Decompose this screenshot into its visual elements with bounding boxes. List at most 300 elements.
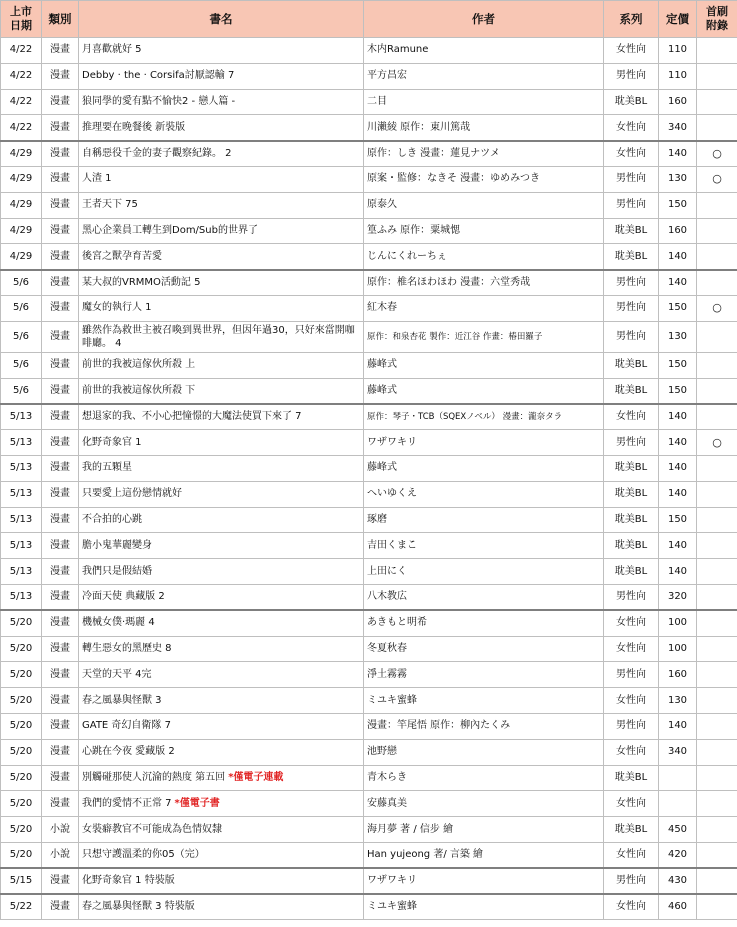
first-print-bonus-cell [697, 817, 737, 843]
title-cell [79, 115, 364, 141]
table-row [1, 791, 737, 817]
book-title: 我們只是假結婚 [82, 565, 152, 577]
header-author: 作者 [364, 1, 604, 38]
author-cell: 八木教広 [364, 584, 604, 610]
book-title: 某大叔的VRMMO活動記 5 [82, 276, 201, 288]
category-cell: 漫畫 [42, 244, 79, 270]
author-cell: 原作：しき 漫畫：蓮見ナツメ [364, 141, 604, 167]
series-cell: 耽美BL [604, 559, 659, 585]
table-row [1, 352, 737, 378]
table-row [1, 455, 737, 481]
table-row [1, 559, 737, 585]
author-cell: 吉田くまこ [364, 533, 604, 559]
author-cell: 上田にく [364, 559, 604, 585]
book-title: Debby · the · Corsifa討厭認輸 7 [82, 70, 235, 82]
first-print-bonus-cell [697, 270, 737, 296]
author-cell: 海月夢 著 / 信步 繪 [364, 817, 604, 843]
author-cell: 原作：和泉杏花 製作：近江谷 作畫：椿田羅子 [364, 321, 604, 352]
series-cell: 男性向 [604, 166, 659, 192]
table-body [1, 38, 737, 920]
author-cell: 原作：琴子・TCB（SQEXノベル） 漫畫：瀧奈タラ [364, 404, 604, 430]
price-cell: 420 [659, 842, 697, 868]
book-title: 月喜歡就好 5 [82, 44, 142, 56]
author-cell: あきもと明希 [364, 610, 604, 636]
category-cell: 漫畫 [42, 38, 79, 64]
series-cell: 女性向 [604, 115, 659, 141]
author-cell: へいゆくえ [364, 481, 604, 507]
first-print-bonus-cell [697, 636, 737, 662]
release-date-cell: 5/20 [1, 739, 42, 765]
book-title: 天堂的天平 4完 [82, 668, 152, 680]
table-row [1, 89, 737, 115]
category-cell: 漫畫 [42, 218, 79, 244]
first-print-bonus-cell [697, 192, 737, 218]
category-cell: 漫畫 [42, 713, 79, 739]
title-cell [79, 321, 364, 352]
release-date-cell: 5/20 [1, 817, 42, 843]
release-date-cell: 5/13 [1, 533, 42, 559]
series-cell: 男性向 [604, 430, 659, 456]
category-cell: 漫畫 [42, 63, 79, 89]
book-title: 化野奇象官 1 特裝版 [82, 875, 175, 887]
price-cell: 110 [659, 63, 697, 89]
category-cell: 漫畫 [42, 662, 79, 688]
author-cell: 冬夏秋春 [364, 636, 604, 662]
first-print-bonus-cell [697, 662, 737, 688]
first-print-bonus-cell [697, 89, 737, 115]
title-cell [79, 141, 364, 167]
first-print-bonus-cell [697, 378, 737, 404]
price-cell: 340 [659, 115, 697, 141]
first-print-bonus-cell [697, 218, 737, 244]
first-print-bonus-cell [697, 404, 737, 430]
series-cell: 女性向 [604, 404, 659, 430]
title-cell [79, 507, 364, 533]
author-cell: ミユキ蜜蜂 [364, 894, 604, 920]
price-cell: 140 [659, 141, 697, 167]
price-cell: 340 [659, 739, 697, 765]
table-row [1, 894, 737, 920]
author-cell: ワザワキリ [364, 430, 604, 456]
category-cell: 漫畫 [42, 270, 79, 296]
price-cell: 320 [659, 584, 697, 610]
series-cell: 女性向 [604, 791, 659, 817]
table-row [1, 430, 737, 456]
category-cell: 漫畫 [42, 894, 79, 920]
category-cell: 漫畫 [42, 89, 79, 115]
release-date-cell: 5/13 [1, 404, 42, 430]
title-cell [79, 791, 364, 817]
table-row [1, 765, 737, 791]
table-row [1, 713, 737, 739]
author-cell: 安藤真美 [364, 791, 604, 817]
series-cell: 耽美BL [604, 378, 659, 404]
series-cell: 女性向 [604, 842, 659, 868]
author-cell: 二目 [364, 89, 604, 115]
table-row [1, 610, 737, 636]
title-cell [79, 455, 364, 481]
price-cell: 130 [659, 688, 697, 714]
series-cell: 男性向 [604, 713, 659, 739]
first-print-bonus-cell: ○ [697, 141, 737, 167]
book-title: 前世的我被這傢伙所殺 下 [82, 384, 196, 396]
author-cell: ワザワキリ [364, 868, 604, 894]
table-row [1, 817, 737, 843]
category-cell: 漫畫 [42, 404, 79, 430]
digital-only-note: *僅電子書 [174, 797, 220, 809]
series-cell: 男性向 [604, 321, 659, 352]
table-row [1, 378, 737, 404]
release-date-cell: 5/13 [1, 430, 42, 456]
series-cell: 女性向 [604, 636, 659, 662]
category-cell: 漫畫 [42, 430, 79, 456]
price-cell: 160 [659, 218, 697, 244]
first-print-bonus-cell [697, 713, 737, 739]
category-cell: 漫畫 [42, 378, 79, 404]
author-cell: 藤峰式 [364, 455, 604, 481]
price-cell: 130 [659, 321, 697, 352]
first-print-bonus-cell [697, 38, 737, 64]
first-print-bonus-cell [697, 688, 737, 714]
first-print-bonus-cell [697, 842, 737, 868]
series-cell: 耽美BL [604, 507, 659, 533]
author-cell: 原泰久 [364, 192, 604, 218]
digital-only-note: *僅電子連載 [228, 771, 284, 783]
release-date-cell: 5/20 [1, 713, 42, 739]
title-cell [79, 404, 364, 430]
title-cell [79, 63, 364, 89]
title-cell [79, 688, 364, 714]
release-date-cell: 5/13 [1, 507, 42, 533]
release-date-cell: 5/20 [1, 610, 42, 636]
category-cell: 漫畫 [42, 115, 79, 141]
release-date-cell: 4/29 [1, 166, 42, 192]
price-cell: 140 [659, 533, 697, 559]
book-title: 人渣 1 [82, 173, 112, 185]
series-cell: 女性向 [604, 739, 659, 765]
category-cell: 小說 [42, 817, 79, 843]
title-cell [79, 662, 364, 688]
price-cell: 140 [659, 404, 697, 430]
table-row [1, 166, 737, 192]
category-cell: 漫畫 [42, 739, 79, 765]
first-print-bonus-cell [697, 507, 737, 533]
price-cell: 430 [659, 868, 697, 894]
table-row [1, 218, 737, 244]
title-cell [79, 430, 364, 456]
title-cell [79, 894, 364, 920]
author-cell: 篁ふみ 原作：粟城愢 [364, 218, 604, 244]
title-cell [79, 842, 364, 868]
price-cell: 140 [659, 270, 697, 296]
category-cell: 小說 [42, 842, 79, 868]
header-bonus: 首刷 附錄 [697, 1, 737, 38]
release-date-cell: 5/13 [1, 584, 42, 610]
series-cell: 女性向 [604, 610, 659, 636]
first-print-bonus-cell [697, 739, 737, 765]
price-cell: 150 [659, 378, 697, 404]
price-cell [659, 765, 697, 791]
release-date-cell: 5/20 [1, 791, 42, 817]
book-title: GATE 奇幻自衛隊 7 [82, 720, 171, 732]
series-cell: 男性向 [604, 63, 659, 89]
first-print-bonus-cell [697, 791, 737, 817]
table-row [1, 481, 737, 507]
book-title: 前世的我被這傢伙所殺 上 [82, 359, 196, 371]
series-cell: 耽美BL [604, 89, 659, 115]
first-print-bonus-cell [697, 321, 737, 352]
author-cell: 淨土霧霧 [364, 662, 604, 688]
header-price: 定價 [659, 1, 697, 38]
first-print-bonus-cell: ○ [697, 166, 737, 192]
table-row [1, 662, 737, 688]
series-cell: 男性向 [604, 270, 659, 296]
header-series: 系列 [604, 1, 659, 38]
series-cell: 女性向 [604, 38, 659, 64]
release-date-cell: 5/13 [1, 481, 42, 507]
title-cell [79, 270, 364, 296]
table-row [1, 270, 737, 296]
series-cell: 女性向 [604, 894, 659, 920]
release-date-cell: 5/20 [1, 842, 42, 868]
book-title: 膽小鬼華麗變身 [82, 539, 152, 551]
price-cell: 100 [659, 636, 697, 662]
price-cell: 160 [659, 89, 697, 115]
release-date-cell: 5/20 [1, 688, 42, 714]
price-cell [659, 791, 697, 817]
title-cell [79, 636, 364, 662]
category-cell: 漫畫 [42, 192, 79, 218]
release-date-cell: 4/29 [1, 218, 42, 244]
release-date-cell: 5/6 [1, 352, 42, 378]
price-cell: 150 [659, 507, 697, 533]
title-cell [79, 610, 364, 636]
author-cell: じんにくれーちぇ [364, 244, 604, 270]
series-cell: 耽美BL [604, 244, 659, 270]
first-print-bonus-cell [697, 481, 737, 507]
price-cell: 140 [659, 481, 697, 507]
price-cell: 140 [659, 713, 697, 739]
first-print-bonus-cell [697, 610, 737, 636]
book-title: 只想守護溫柔的你05（完） [82, 849, 205, 861]
first-print-bonus-cell [697, 63, 737, 89]
book-title: 推理要在晚餐後 新裝版 [82, 121, 186, 133]
title-cell [79, 868, 364, 894]
series-cell: 男性向 [604, 192, 659, 218]
book-title: 我的五顆星 [82, 462, 132, 474]
author-cell: ミユキ蜜蜂 [364, 688, 604, 714]
price-cell: 130 [659, 166, 697, 192]
release-date-cell: 4/22 [1, 115, 42, 141]
series-cell: 耽美BL [604, 765, 659, 791]
table-row [1, 141, 737, 167]
series-cell: 耽美BL [604, 218, 659, 244]
release-date-cell: 5/13 [1, 559, 42, 585]
title-cell [79, 166, 364, 192]
book-title: 自稱惡役千金的妻子觀察紀錄。 2 [82, 147, 232, 159]
first-print-bonus-cell: ○ [697, 430, 737, 456]
release-date-cell: 4/22 [1, 89, 42, 115]
category-cell: 漫畫 [42, 507, 79, 533]
category-cell: 漫畫 [42, 481, 79, 507]
title-cell [79, 38, 364, 64]
header-category: 類別 [42, 1, 79, 38]
book-title: 春之風暴與怪獸 3 特裝版 [82, 901, 195, 913]
book-title: 心跳在今夜 愛藏版 2 [82, 746, 175, 758]
release-date-cell: 5/6 [1, 270, 42, 296]
price-cell: 140 [659, 559, 697, 585]
title-cell [79, 352, 364, 378]
table-row [1, 404, 737, 430]
first-print-bonus-cell [697, 559, 737, 585]
table-row [1, 295, 737, 321]
title-cell [79, 817, 364, 843]
price-cell: 460 [659, 894, 697, 920]
first-print-bonus-cell [697, 894, 737, 920]
release-date-cell: 4/29 [1, 244, 42, 270]
table-row [1, 636, 737, 662]
series-cell: 耽美BL [604, 481, 659, 507]
title-cell [79, 481, 364, 507]
table-row [1, 739, 737, 765]
category-cell: 漫畫 [42, 559, 79, 585]
release-date-cell: 5/20 [1, 636, 42, 662]
price-cell: 150 [659, 192, 697, 218]
first-print-bonus-cell [697, 533, 737, 559]
title-cell [79, 218, 364, 244]
release-date-cell: 5/6 [1, 321, 42, 352]
price-cell: 140 [659, 244, 697, 270]
author-cell: 漫畫：竿尾悟 原作：柳內たくみ [364, 713, 604, 739]
series-cell: 女性向 [604, 141, 659, 167]
series-cell: 耽美BL [604, 352, 659, 378]
price-cell: 140 [659, 430, 697, 456]
category-cell: 漫畫 [42, 141, 79, 167]
title-cell [79, 295, 364, 321]
series-cell: 耽美BL [604, 455, 659, 481]
price-cell: 150 [659, 295, 697, 321]
release-date-cell: 5/20 [1, 662, 42, 688]
table-row [1, 584, 737, 610]
category-cell: 漫畫 [42, 868, 79, 894]
series-cell: 耽美BL [604, 817, 659, 843]
category-cell: 漫畫 [42, 295, 79, 321]
table-row [1, 38, 737, 64]
table-row [1, 688, 737, 714]
header-row [1, 1, 737, 38]
series-cell: 男性向 [604, 662, 659, 688]
title-cell [79, 89, 364, 115]
book-title: 想退家的我、不小心把憧憬的大魔法使買下來了 7 [82, 411, 302, 422]
author-cell: 青木らき [364, 765, 604, 791]
table-row [1, 868, 737, 894]
category-cell: 漫畫 [42, 636, 79, 662]
category-cell: 漫畫 [42, 584, 79, 610]
first-print-bonus-cell [697, 765, 737, 791]
header-title: 書名 [79, 1, 364, 38]
author-cell: Han yujeong 著/ 言築 繪 [364, 842, 604, 868]
book-title: 女裝癖教官不可能成為色情奴隸 [82, 823, 222, 835]
first-print-bonus-cell [697, 584, 737, 610]
title-cell [79, 739, 364, 765]
series-cell: 男性向 [604, 584, 659, 610]
price-cell: 150 [659, 352, 697, 378]
category-cell: 漫畫 [42, 791, 79, 817]
series-cell: 男性向 [604, 295, 659, 321]
first-print-bonus-cell [697, 455, 737, 481]
title-cell [79, 244, 364, 270]
book-title: 不合拍的心跳 [82, 513, 142, 525]
release-date-cell: 5/6 [1, 378, 42, 404]
category-cell: 漫畫 [42, 610, 79, 636]
release-date-cell: 4/22 [1, 38, 42, 64]
book-title: 只要愛上這份戀情就好 [82, 488, 182, 500]
author-cell: 紅木春 [364, 295, 604, 321]
category-cell: 漫畫 [42, 533, 79, 559]
price-cell: 140 [659, 455, 697, 481]
book-title: 我們的愛情不正常 7 [82, 797, 172, 809]
series-cell: 耽美BL [604, 533, 659, 559]
book-title: 魔女的執行人 1 [82, 302, 152, 314]
author-cell: 原作：椎名ほわほわ 漫畫：六堂秀哉 [364, 270, 604, 296]
book-title: 雖然作為救世主被召喚到異世界，但因年過30，只好來當開咖啡廳。 4 [82, 324, 355, 349]
book-title: 春之風暴與怪獸 3 [82, 694, 162, 706]
table-row [1, 63, 737, 89]
header-date: 上市 日期 [1, 1, 42, 38]
book-title: 後宮之獸孕育苦愛 [82, 250, 162, 262]
release-date-cell: 4/22 [1, 63, 42, 89]
book-title: 化野奇象官 1 [82, 436, 142, 448]
author-cell: 川瀨綾 原作：東川篤哉 [364, 115, 604, 141]
book-title: 別觸碰那使人沉淪的熱度 第五回 [82, 771, 226, 783]
author-cell: 藤峰式 [364, 352, 604, 378]
price-cell: 160 [659, 662, 697, 688]
book-title: 王者天下 75 [82, 199, 138, 211]
author-cell: 琢磨 [364, 507, 604, 533]
release-date-cell: 5/22 [1, 894, 42, 920]
table-row [1, 507, 737, 533]
title-cell [79, 192, 364, 218]
author-cell: 木内Ramune [364, 38, 604, 64]
table-row [1, 244, 737, 270]
category-cell: 漫畫 [42, 352, 79, 378]
release-date-cell: 4/29 [1, 192, 42, 218]
series-cell: 女性向 [604, 688, 659, 714]
table-row [1, 842, 737, 868]
price-cell: 110 [659, 38, 697, 64]
book-title: 轉生惡女的黑歷史 8 [82, 642, 172, 654]
book-title: 機械女僕·瑪麗 4 [82, 617, 155, 629]
title-cell [79, 533, 364, 559]
book-title: 冷面天使 典藏版 2 [82, 591, 165, 603]
title-cell [79, 378, 364, 404]
category-cell: 漫畫 [42, 455, 79, 481]
table-row [1, 533, 737, 559]
author-cell: 藤峰式 [364, 378, 604, 404]
price-cell: 100 [659, 610, 697, 636]
release-date-cell: 5/15 [1, 868, 42, 894]
first-print-bonus-cell [697, 244, 737, 270]
title-cell [79, 559, 364, 585]
first-print-bonus-cell: ○ [697, 295, 737, 321]
release-date-cell: 4/29 [1, 141, 42, 167]
series-cell: 男性向 [604, 868, 659, 894]
release-date-cell: 5/6 [1, 295, 42, 321]
title-cell [79, 713, 364, 739]
category-cell: 漫畫 [42, 765, 79, 791]
author-cell: 池野戀 [364, 739, 604, 765]
price-cell: 450 [659, 817, 697, 843]
